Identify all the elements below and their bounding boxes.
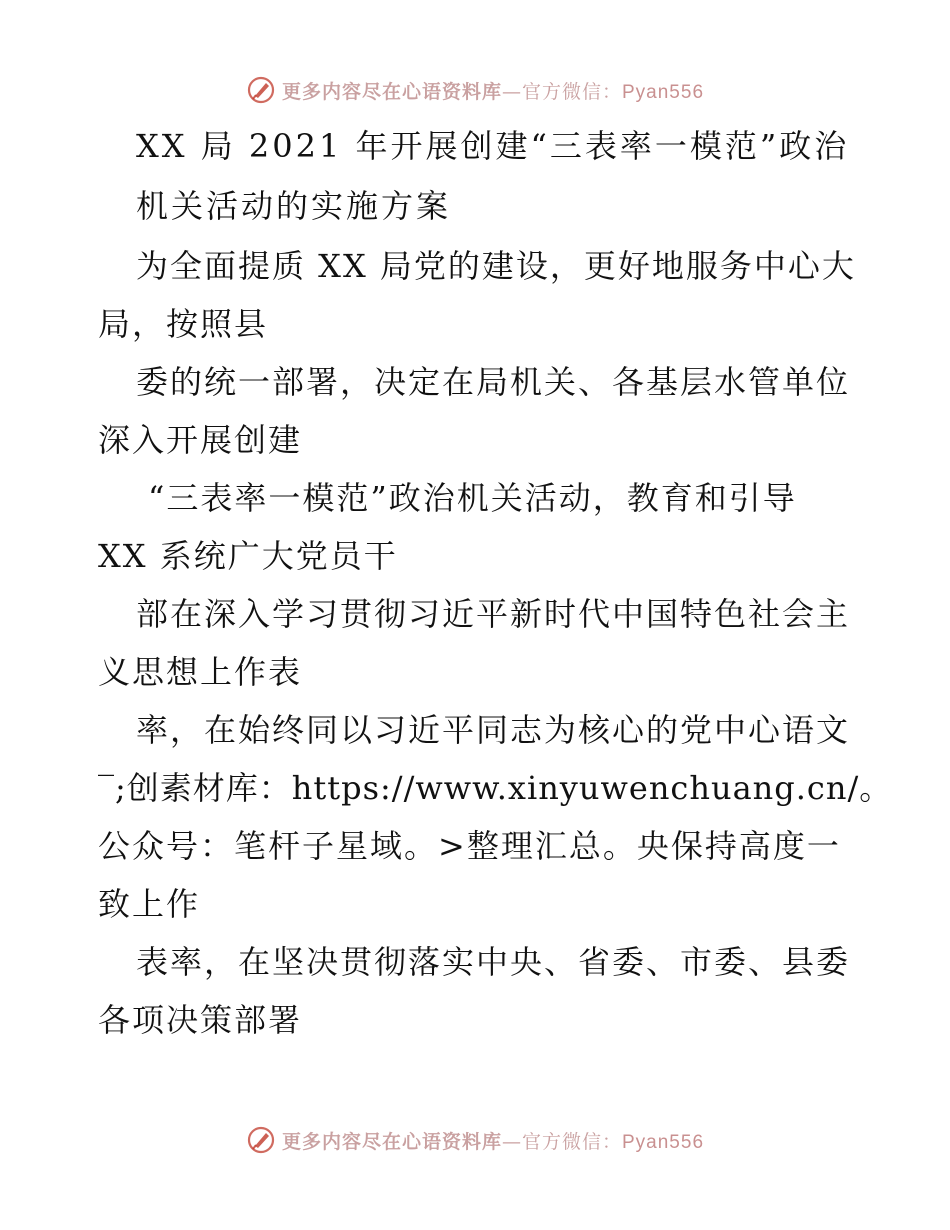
document-title-line-2: 机关活动的实施方案 xyxy=(136,187,452,225)
body-line: “三表率一模范”政治机关活动，教育和引导 xyxy=(148,479,797,517)
body-line: 部在深入学习贯彻习近平新时代中国特色社会主 xyxy=(136,595,851,633)
body-line: 义思想上作表 xyxy=(98,653,303,691)
watermark-main: 更多内容尽在心语资料库 xyxy=(281,1130,502,1153)
body-line: 致上作 xyxy=(98,885,201,923)
quill-pen-logo-icon xyxy=(246,1125,276,1155)
body-line: 深入开展创建 xyxy=(98,421,303,459)
body-line: 公众号：笔杆子星域。>整理汇总。央保持高度一 xyxy=(98,827,841,865)
watermark-footer xyxy=(0,1120,950,1160)
document-title-line-1: XX 局 2021 年开展创建“三表率一模范”政治 xyxy=(136,127,850,165)
watermark-text xyxy=(282,1127,704,1154)
body-line: XX 系统广大党员干 xyxy=(98,537,398,575)
body-line-url: ‾;创素材库：https://www.xinyuwenchuang.cn/。 xyxy=(98,769,893,807)
watermark-main: 更多内容尽在心语资料库 xyxy=(281,80,502,103)
watermark-dash: — xyxy=(501,1130,522,1153)
body-line: 为全面提质 XX 局党的建设，更好地服务中心大 xyxy=(136,247,856,285)
watermark-dash: — xyxy=(501,80,522,103)
watermark-account-id: Pyan556 xyxy=(622,1131,705,1153)
body-line: 委的统一部署，决定在局机关、各基层水管单位 xyxy=(136,363,851,401)
body-line: 表率，在坚决贯彻落实中央、省委、市委、县委 xyxy=(136,943,851,981)
watermark-account-label: 官方微信： xyxy=(521,80,622,103)
body-line: 局，按照县 xyxy=(98,305,269,343)
body-line: 各项决策部署 xyxy=(98,1001,303,1039)
watermark-account-id: Pyan556 xyxy=(622,81,705,103)
watermark-account-label: 官方微信： xyxy=(521,1130,622,1153)
body-line: 率，在始终同以习近平同志为核心的党中心语文 xyxy=(136,711,851,749)
